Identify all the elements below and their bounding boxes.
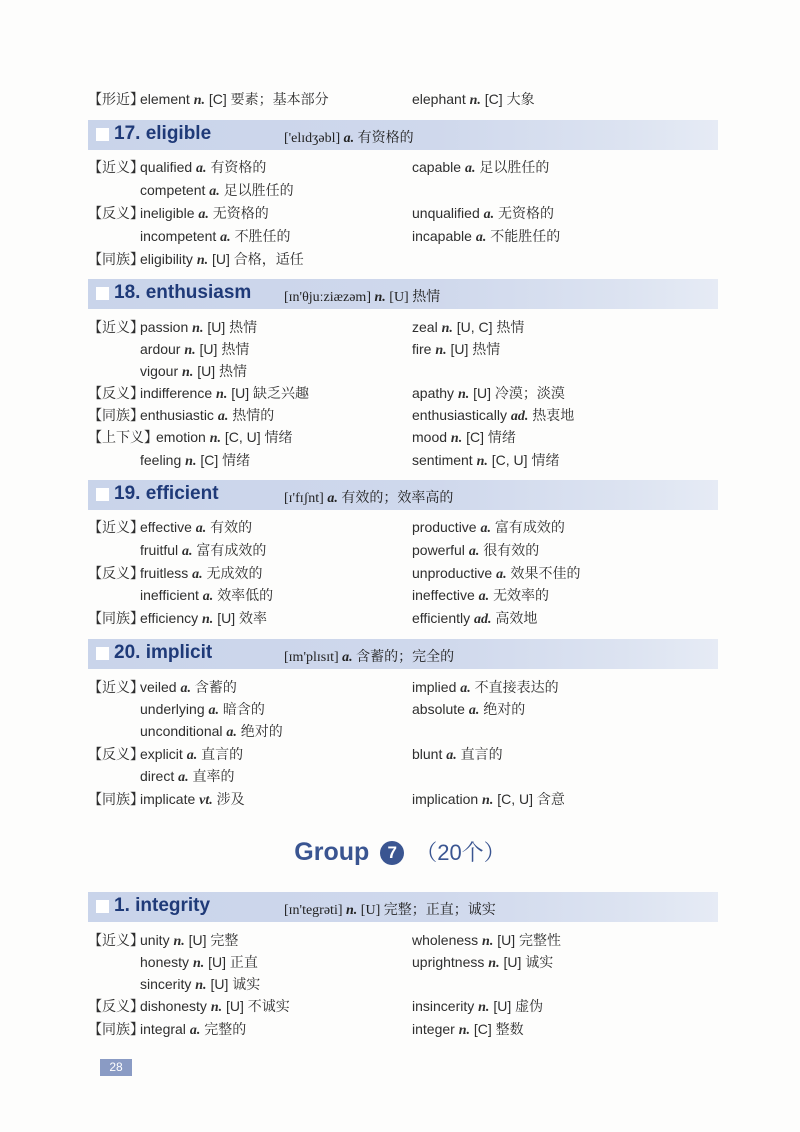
- related-word: unconditional a. 绝对的: [140, 723, 283, 740]
- pronunciation: ['elɪdʒəbl] a. 有资格的: [284, 131, 414, 146]
- relation-tag: 【同族】: [88, 610, 144, 626]
- related-word: powerful a. 很有效的: [412, 542, 540, 559]
- pronunciation: [ɪm'plɪsɪt] a. 含蓄的；完全的: [284, 650, 455, 665]
- related-word: efficiently ad. 高效地: [412, 610, 538, 627]
- related-word: sincerity n. [U] 诚实: [140, 976, 261, 993]
- related-word: fruitful a. 富有成效的: [140, 542, 267, 559]
- related-word: implicate vt. 涉及: [140, 791, 245, 808]
- relation-tag: 【反义】: [88, 746, 144, 762]
- headword: 1. integrity: [114, 895, 211, 916]
- related-word: efficiency n. [U] 效率: [140, 610, 267, 627]
- page-number: 28: [100, 1059, 132, 1076]
- related-word: integral a. 完整的: [140, 1021, 247, 1038]
- related-word: apathy n. [U] 冷漠；淡漠: [412, 385, 565, 402]
- related-word: enthusiastically ad. 热衷地: [412, 407, 575, 424]
- related-word: dishonesty n. [U] 不诚实: [140, 998, 290, 1015]
- related-word: fruitless a. 无成效的: [140, 565, 263, 582]
- related-word: underlying a. 暗含的: [140, 701, 265, 718]
- related-word: emotion n. [C, U] 情绪: [156, 429, 293, 446]
- related-word: mood n. [C] 情绪: [412, 429, 516, 446]
- headword-banner: [88, 639, 718, 669]
- related-word: implication n. [C, U] 含意: [412, 791, 565, 808]
- related-word: ineligible a. 无资格的: [140, 205, 269, 222]
- related-word: wholeness n. [U] 完整性: [412, 932, 562, 949]
- relation-tag: 【同族】: [88, 1021, 144, 1037]
- related-word: absolute a. 绝对的: [412, 701, 526, 718]
- pronunciation: [ɪn'tegrəti] n. [U] 完整；正直；诚实: [284, 903, 496, 918]
- pronunciation: [ɪ'fɪʃnt] a. 有效的；效率高的: [284, 491, 454, 506]
- related-word: ineffective a. 无效率的: [412, 587, 550, 604]
- relation-tag: 【近义】: [88, 319, 144, 335]
- related-word: honesty n. [U] 正直: [140, 954, 258, 971]
- relation-tag: 【近义】: [88, 679, 144, 695]
- related-word: capable a. 足以胜任的: [412, 159, 550, 176]
- group-number-badge: 7: [380, 841, 404, 865]
- relation-tag: 【同族】: [88, 791, 144, 807]
- related-word: incapable a. 不能胜任的: [412, 228, 561, 245]
- related-word: effective a. 有效的: [140, 519, 253, 536]
- group-heading: [0, 836, 800, 867]
- related-word: blunt a. 直言的: [412, 746, 503, 763]
- related-word: feeling n. [C] 情绪: [140, 452, 251, 469]
- related-word: enthusiastic a. 热情的: [140, 407, 275, 424]
- relation-tag: 【反义】: [88, 998, 144, 1014]
- headword-banner: [88, 279, 718, 309]
- relation-tag: 【近义】: [88, 932, 144, 948]
- headword: 20. implicit: [114, 642, 213, 663]
- headword: 17. eligible: [114, 123, 212, 144]
- related-word: unqualified a. 无资格的: [412, 205, 555, 222]
- headword: 19. efficient: [114, 483, 219, 504]
- relation-tag: 【反义】: [88, 205, 144, 221]
- related-word: passion n. [U] 热情: [140, 319, 258, 336]
- checkbox-icon: [96, 647, 109, 660]
- relation-tag: 【同族】: [88, 407, 144, 423]
- related-word: elephant n. [C] 大象: [412, 91, 535, 108]
- related-word: explicit a. 直言的: [140, 746, 244, 763]
- relation-tag: 【上下义】: [88, 429, 158, 445]
- headword: 18. enthusiasm: [114, 282, 252, 303]
- checkbox-icon: [96, 488, 109, 501]
- related-word: qualified a. 有资格的: [140, 159, 267, 176]
- checkbox-icon: [96, 287, 109, 300]
- related-word: veiled a. 含蓄的: [140, 679, 237, 696]
- relation-tag: 【反义】: [88, 385, 144, 401]
- relation-tag: 【近义】: [88, 159, 144, 175]
- related-word: competent a. 足以胜任的: [140, 182, 294, 199]
- related-word: integer n. [C] 整数: [412, 1021, 524, 1038]
- headword-banner: [88, 892, 718, 922]
- pronunciation: [ɪn'θjuːziæzəm] n. [U] 热情: [284, 290, 441, 305]
- related-word: sentiment n. [C, U] 情绪: [412, 452, 560, 469]
- related-word: inefficient a. 效率低的: [140, 587, 274, 604]
- related-word: eligibility n. [U] 合格，适任: [140, 251, 304, 268]
- related-word: ardour n. [U] 热情: [140, 341, 250, 358]
- group-count: （20个）: [415, 840, 506, 865]
- headword-banner: [88, 480, 718, 510]
- related-word: implied a. 不直接表达的: [412, 679, 559, 696]
- related-word: zeal n. [U, C] 热情: [412, 319, 525, 336]
- group-label: Group: [294, 838, 370, 866]
- relation-tag: 【近义】: [88, 519, 144, 535]
- related-word: unproductive a. 效果不佳的: [412, 565, 581, 582]
- related-word: direct a. 直率的: [140, 768, 235, 785]
- relation-tag: 【同族】: [88, 251, 144, 267]
- related-word: vigour n. [U] 热情: [140, 363, 247, 380]
- related-word: indifference n. [U] 缺乏兴趣: [140, 385, 309, 402]
- related-word: uprightness n. [U] 诚实: [412, 954, 554, 971]
- relation-tag: 【形近】: [88, 91, 144, 107]
- related-word: element n. [C] 要素；基本部分: [140, 91, 329, 108]
- checkbox-icon: [96, 128, 109, 141]
- related-word: fire n. [U] 热情: [412, 341, 501, 358]
- related-word: productive a. 富有成效的: [412, 519, 565, 536]
- headword-banner: [88, 120, 718, 150]
- related-word: insincerity n. [U] 虚伪: [412, 998, 544, 1015]
- related-word: incompetent a. 不胜任的: [140, 228, 291, 245]
- related-word: unity n. [U] 完整: [140, 932, 239, 949]
- checkbox-icon: [96, 900, 109, 913]
- relation-tag: 【反义】: [88, 565, 144, 581]
